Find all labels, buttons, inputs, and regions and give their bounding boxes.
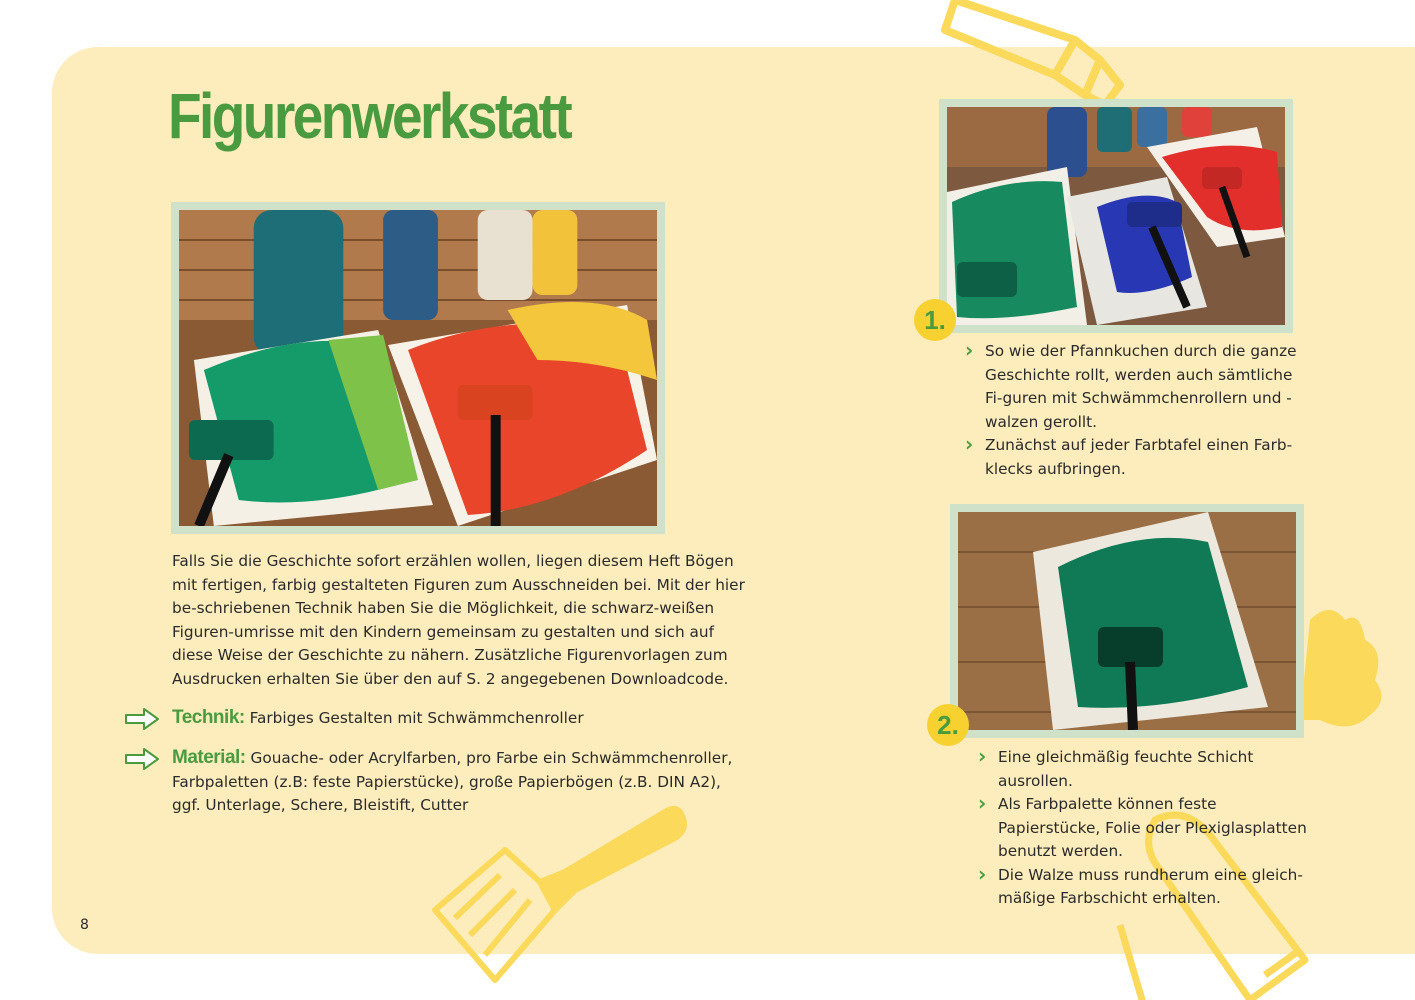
list-item: › Eine gleichmäßig feuchte Schicht ausrollen. — [976, 746, 1316, 793]
main-photo — [171, 202, 665, 534]
technik-line — [172, 706, 752, 731]
material-label: Material: — [172, 747, 246, 768]
paint-splash-illustration — [1290, 600, 1390, 740]
list-item: › Zunächst auf jeder Farbtafel einen Farb-klecks aufbringen. — [963, 434, 1308, 481]
list-item: › So wie der Pfannkuchen durch die ganze Geschichte rollt, werden auch sämtliche Fi-guren mit Schwämmchenrollern und -walzen gerollt. — [963, 340, 1308, 434]
page-title: Figurenwerkstatt — [168, 80, 571, 152]
step2-photo — [950, 504, 1304, 738]
step2-badge: 2. — [927, 704, 969, 746]
step1-list — [963, 340, 1308, 481]
paint-tube-illustration-top — [935, 0, 1135, 110]
technik-text: Farbiges Gestalten mit Schwämmchenroller — [249, 709, 584, 727]
page-number: 8 — [80, 917, 89, 933]
step1-badge: 1. — [914, 299, 956, 341]
arrow-right-icon — [124, 707, 160, 731]
material-text: Gouache- oder Acrylfarben, pro Farbe ein Schwämmchenroller, Farbpaletten (z.B: feste Papierstücke), große Papierbögen (z.B. DIN A2), ggf. Unterlage, Schere, Bleistift, Cutter — [172, 749, 733, 814]
intro-paragraph: Falls Sie die Geschichte sofort erzählen wollen, liegen diesem Heft Bögen mit fertigen, farbig gestalteten Figuren zum Ausschneiden bei. Mit der hier be-schriebenen Technik haben Sie die Möglichkeit, die schwarz-weißen Figuren-umrisse mit den Kindern gemeinsam zu gestalten und sich auf diese Weise der Geschichte zu nähern. Zusätzliche Figurenvorlagen zum Ausdrucken erhalten Sie über den auf S. 2 angegebenen Downloadcode. — [172, 552, 745, 688]
list-item: › Die Walze muss rundherum eine gleich-mäßige Farbschicht erhalten. — [976, 864, 1316, 911]
paintbrush-illustration — [425, 800, 695, 990]
technik-label: Technik: — [172, 707, 245, 728]
material-line — [172, 746, 752, 818]
arrow-right-icon — [124, 747, 160, 771]
step2-list — [976, 746, 1316, 911]
step1-photo — [939, 99, 1293, 333]
list-item: › Als Farbpalette können feste Papierstücke, Folie oder Plexiglasplatten benutzt werden. — [976, 793, 1316, 864]
